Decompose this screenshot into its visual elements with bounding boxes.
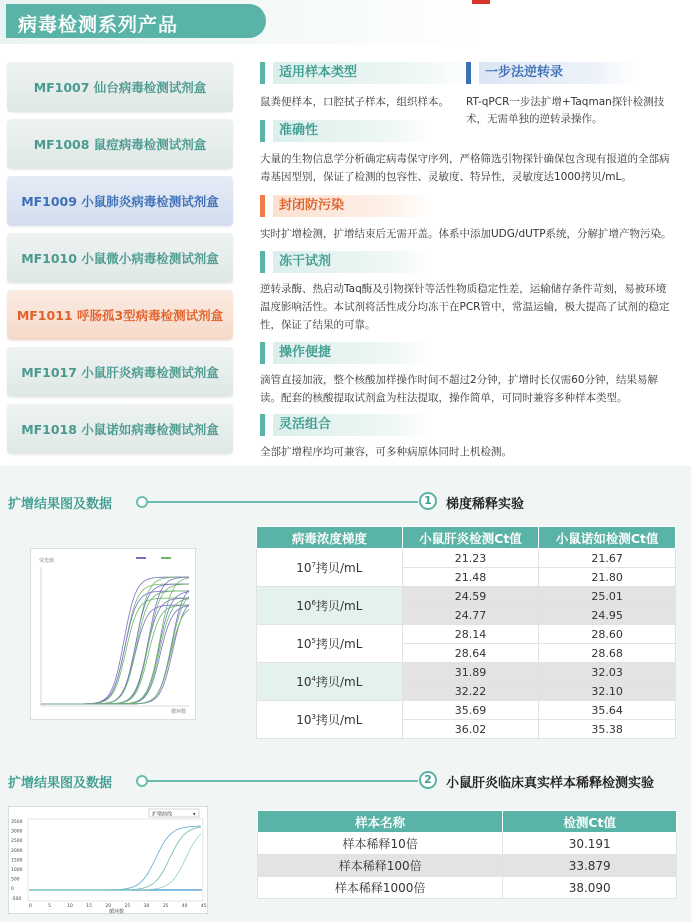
ct-cell: 35.64	[539, 701, 676, 720]
ct-cell: 28.14	[402, 625, 539, 644]
feature-onestep-tag	[466, 62, 639, 84]
heading-dot-icon	[136, 775, 148, 787]
y-tick-label: 3500	[11, 820, 23, 825]
results-section	[0, 466, 691, 922]
curve-group	[41, 577, 189, 704]
page-title-pill	[6, 4, 266, 38]
results-heading-2: 扩增结果图及数据	[8, 776, 113, 791]
feature-accuracy-text: 大量的生物信息学分析确定病毒保守序列，严格筛选引物探针确保包含现有报道的全部病	[260, 153, 670, 165]
x-tick-label: 15	[86, 904, 93, 909]
amplification-curves-svg	[31, 549, 197, 721]
amplification-curves-svg-2	[9, 807, 209, 915]
y-tick-label: -500	[11, 896, 22, 902]
sample-name-cell: 样本稀释1000倍	[258, 877, 503, 899]
product-mf1010[interactable]	[7, 233, 233, 283]
concentration-cell: $10^4$拷贝/mL	[257, 663, 403, 701]
feature-easy-tag	[260, 342, 433, 364]
feature-closed-title: 封闭防污染	[273, 195, 433, 217]
table-header: 病毒浓度梯度	[257, 527, 403, 549]
ct-cell: 28.64	[402, 644, 539, 663]
product-mf1017[interactable]	[7, 347, 233, 397]
feature-onestep-text: 术，无需单独的逆转录操作。	[466, 113, 603, 125]
upper-section	[0, 44, 691, 464]
ct-cell: 38.090	[503, 877, 677, 899]
y-tick-label: 1500	[11, 858, 23, 864]
product-mf1008[interactable]	[7, 119, 233, 169]
concentration-cell: $10^7$拷贝/mL	[257, 549, 403, 587]
ct-cell: 32.03	[539, 663, 676, 682]
product-label: MF1010 小鼠微小病毒检测试剂盒	[21, 251, 219, 266]
product-label: MF1007 仙台病毒检测试剂盒	[33, 80, 207, 95]
concentration-cell: $10^3$拷贝/mL	[257, 701, 403, 739]
y-tick-label: 500	[11, 877, 20, 883]
product-label: MF1011 呼肠孤3型病毒检测试剂盒	[16, 308, 224, 323]
feature-onestep-title: 一步法逆转录	[479, 62, 639, 84]
table-row	[258, 855, 677, 877]
legend-swatch	[136, 557, 146, 559]
feature-lyo-text: 逆转录酶、热启动Taq酶及引物探针等活性物质稳定性差，运输储存条件苛刻，易被环境	[260, 283, 667, 295]
concentration-cell: $10^5$拷贝/mL	[257, 625, 403, 663]
ct-cell: 35.69	[402, 701, 539, 720]
feature-onestep-text: RT-qPCR一步法扩增+Taqman探针检测技	[466, 96, 665, 108]
feature-sample-text: 鼠粪便样本，口腔拭子样本，组织样本。	[260, 96, 449, 108]
x-tick-label: 20	[105, 904, 112, 909]
experiment-title-2: 小鼠肝炎临床真实样本稀释检测实验	[446, 776, 655, 791]
x-tick-label: 10	[67, 904, 73, 909]
table-row	[258, 833, 677, 855]
ct-cell: 24.77	[402, 606, 539, 625]
plot-ylabel: 荧光值	[39, 558, 55, 564]
y-tick-label: 1000	[11, 868, 23, 873]
table-row	[257, 625, 676, 644]
feature-flex-tag	[260, 414, 433, 436]
ct-cell: 28.68	[539, 644, 676, 663]
ct-cell: 32.22	[402, 682, 539, 701]
feature-easy-title: 操作便捷	[273, 342, 433, 364]
ct-cell: 21.67	[539, 549, 676, 568]
y-tick-labels	[11, 819, 23, 902]
feature-sample-tag	[260, 62, 473, 84]
feature-easy-text: 读。配套的核酸提取试剂盒为柱法提取，操作简单，可同时兼容多种样本类型。	[260, 392, 628, 404]
ct-cell: 28.60	[539, 625, 676, 644]
feature-closed-tag	[260, 195, 433, 217]
table-header: 检测Ct值	[503, 811, 677, 833]
clinical-sample-table	[257, 810, 677, 899]
feature-lyo-text: 性，保证了结果的可靠。	[260, 319, 376, 331]
ct-cell: 21.48	[402, 568, 539, 587]
y-tick-label: 3000	[11, 829, 23, 835]
feature-easy-text: 滴管直接加液，整个核酸加样操作时间不超过2分钟，扩增时长仅需60分钟，结果易解	[260, 374, 659, 386]
y-tick-label: 0	[11, 887, 14, 893]
amplification-curve	[41, 598, 189, 704]
feature-lyo-tag	[260, 251, 433, 273]
feature-lyo-title: 冻干试剂	[273, 251, 433, 273]
table-row	[258, 877, 677, 899]
product-mf1007[interactable]	[7, 62, 233, 112]
product-mf1009[interactable]	[7, 176, 233, 226]
y-tick-label: 2000	[11, 848, 23, 854]
x-tick-label: 45	[200, 904, 207, 909]
ct-cell: 24.59	[402, 587, 539, 606]
ct-cell: 24.95	[539, 606, 676, 625]
table-row	[257, 663, 676, 682]
table-header: 小鼠诺如检测Ct值	[539, 527, 676, 549]
ct-cell: 30.191	[503, 833, 677, 855]
x-tick-label: 25	[124, 904, 131, 909]
x-tick-label: 5	[48, 904, 51, 909]
amplification-plot-2	[8, 806, 208, 914]
product-label: MF1009 小鼠肺炎病毒检测试剂盒	[21, 194, 219, 209]
top-red-mark	[472, 0, 490, 4]
x-tick-label: 35	[162, 904, 169, 909]
table-header: 样本名称	[258, 811, 503, 833]
table-row	[257, 587, 676, 606]
ct-cell: 21.80	[539, 568, 676, 587]
feature-lyo-text: 温度影响活性。本试剂将活性成分均冻干在PCR管中，常温运输，极大提高了试剂的稳定	[260, 301, 670, 313]
amplification-curve	[41, 592, 189, 704]
feature-accuracy-tag	[260, 120, 433, 142]
x-tick-label: 30	[143, 904, 150, 909]
product-label: MF1018 小鼠诺如病毒检测试剂盒	[21, 422, 219, 437]
experiment-number-2: 2	[419, 771, 437, 789]
page-title: 病毒检测系列产品	[18, 14, 179, 36]
ct-cell: 32.10	[539, 682, 676, 701]
product-label: MF1008 鼠痘病毒检测试剂盒	[33, 137, 207, 152]
plot-xlabel: 循环数	[171, 709, 187, 715]
x-tick-label: 40	[181, 904, 188, 909]
feature-flex-text: 全部扩增程序均可兼容，可多种病原体同时上机检测。	[260, 446, 512, 458]
dropdown-value: 扩增曲线	[152, 811, 173, 818]
plot2-xlabel: 循环数	[109, 909, 125, 915]
results-heading-1: 扩增结果图及数据	[8, 497, 113, 512]
heading-line	[148, 501, 418, 503]
feature-accuracy-title: 准确性	[273, 120, 433, 142]
dilution-table	[256, 526, 676, 739]
feature-accuracy-text: 毒基因型别，保证了检测的包容性、灵敏度、特异性，灵敏度达1000拷贝/mL。	[260, 171, 632, 183]
table-header: 小鼠肝炎检测Ct值	[402, 527, 539, 549]
ct-cell: 21.23	[402, 549, 539, 568]
feature-sample-title: 适用样本类型	[273, 62, 473, 84]
product-mf1011[interactable]	[7, 290, 233, 340]
concentration-cell: $10^6$拷贝/mL	[257, 587, 403, 625]
experiment-title-1: 梯度稀释实验	[446, 497, 525, 512]
product-mf1018[interactable]	[7, 404, 233, 454]
ct-cell: 35.38	[539, 720, 676, 739]
table-row	[257, 549, 676, 568]
chevron-down-icon: ▾	[193, 811, 196, 818]
amplification-curve	[41, 597, 189, 704]
table-row	[257, 701, 676, 720]
x-tick-label: 0	[29, 904, 32, 909]
ct-cell: 33.879	[503, 855, 677, 877]
heading-line	[148, 780, 418, 782]
ct-cell: 36.02	[402, 720, 539, 739]
product-label: MF1017 小鼠肝炎病毒检测试剂盒	[21, 365, 219, 380]
sample-name-cell: 样本稀释10倍	[258, 833, 503, 855]
feature-closed-text: 实时扩增检测，扩增结束后无需开盖。体系中添加UDG/dUTP系统，分解扩增产物污染。	[260, 228, 672, 240]
ct-cell: 25.01	[539, 587, 676, 606]
sample-name-cell: 样本稀释100倍	[258, 855, 503, 877]
feature-flex-title: 灵活组合	[273, 414, 433, 436]
heading-dot-icon	[136, 496, 148, 508]
y-tick-label: 2500	[11, 839, 23, 845]
legend-swatch	[161, 557, 171, 559]
header-band	[0, 0, 691, 44]
ct-cell: 31.89	[402, 663, 539, 682]
plot-area	[28, 819, 203, 901]
amplification-plot-1	[30, 548, 196, 720]
experiment-number-1: 1	[419, 492, 437, 510]
